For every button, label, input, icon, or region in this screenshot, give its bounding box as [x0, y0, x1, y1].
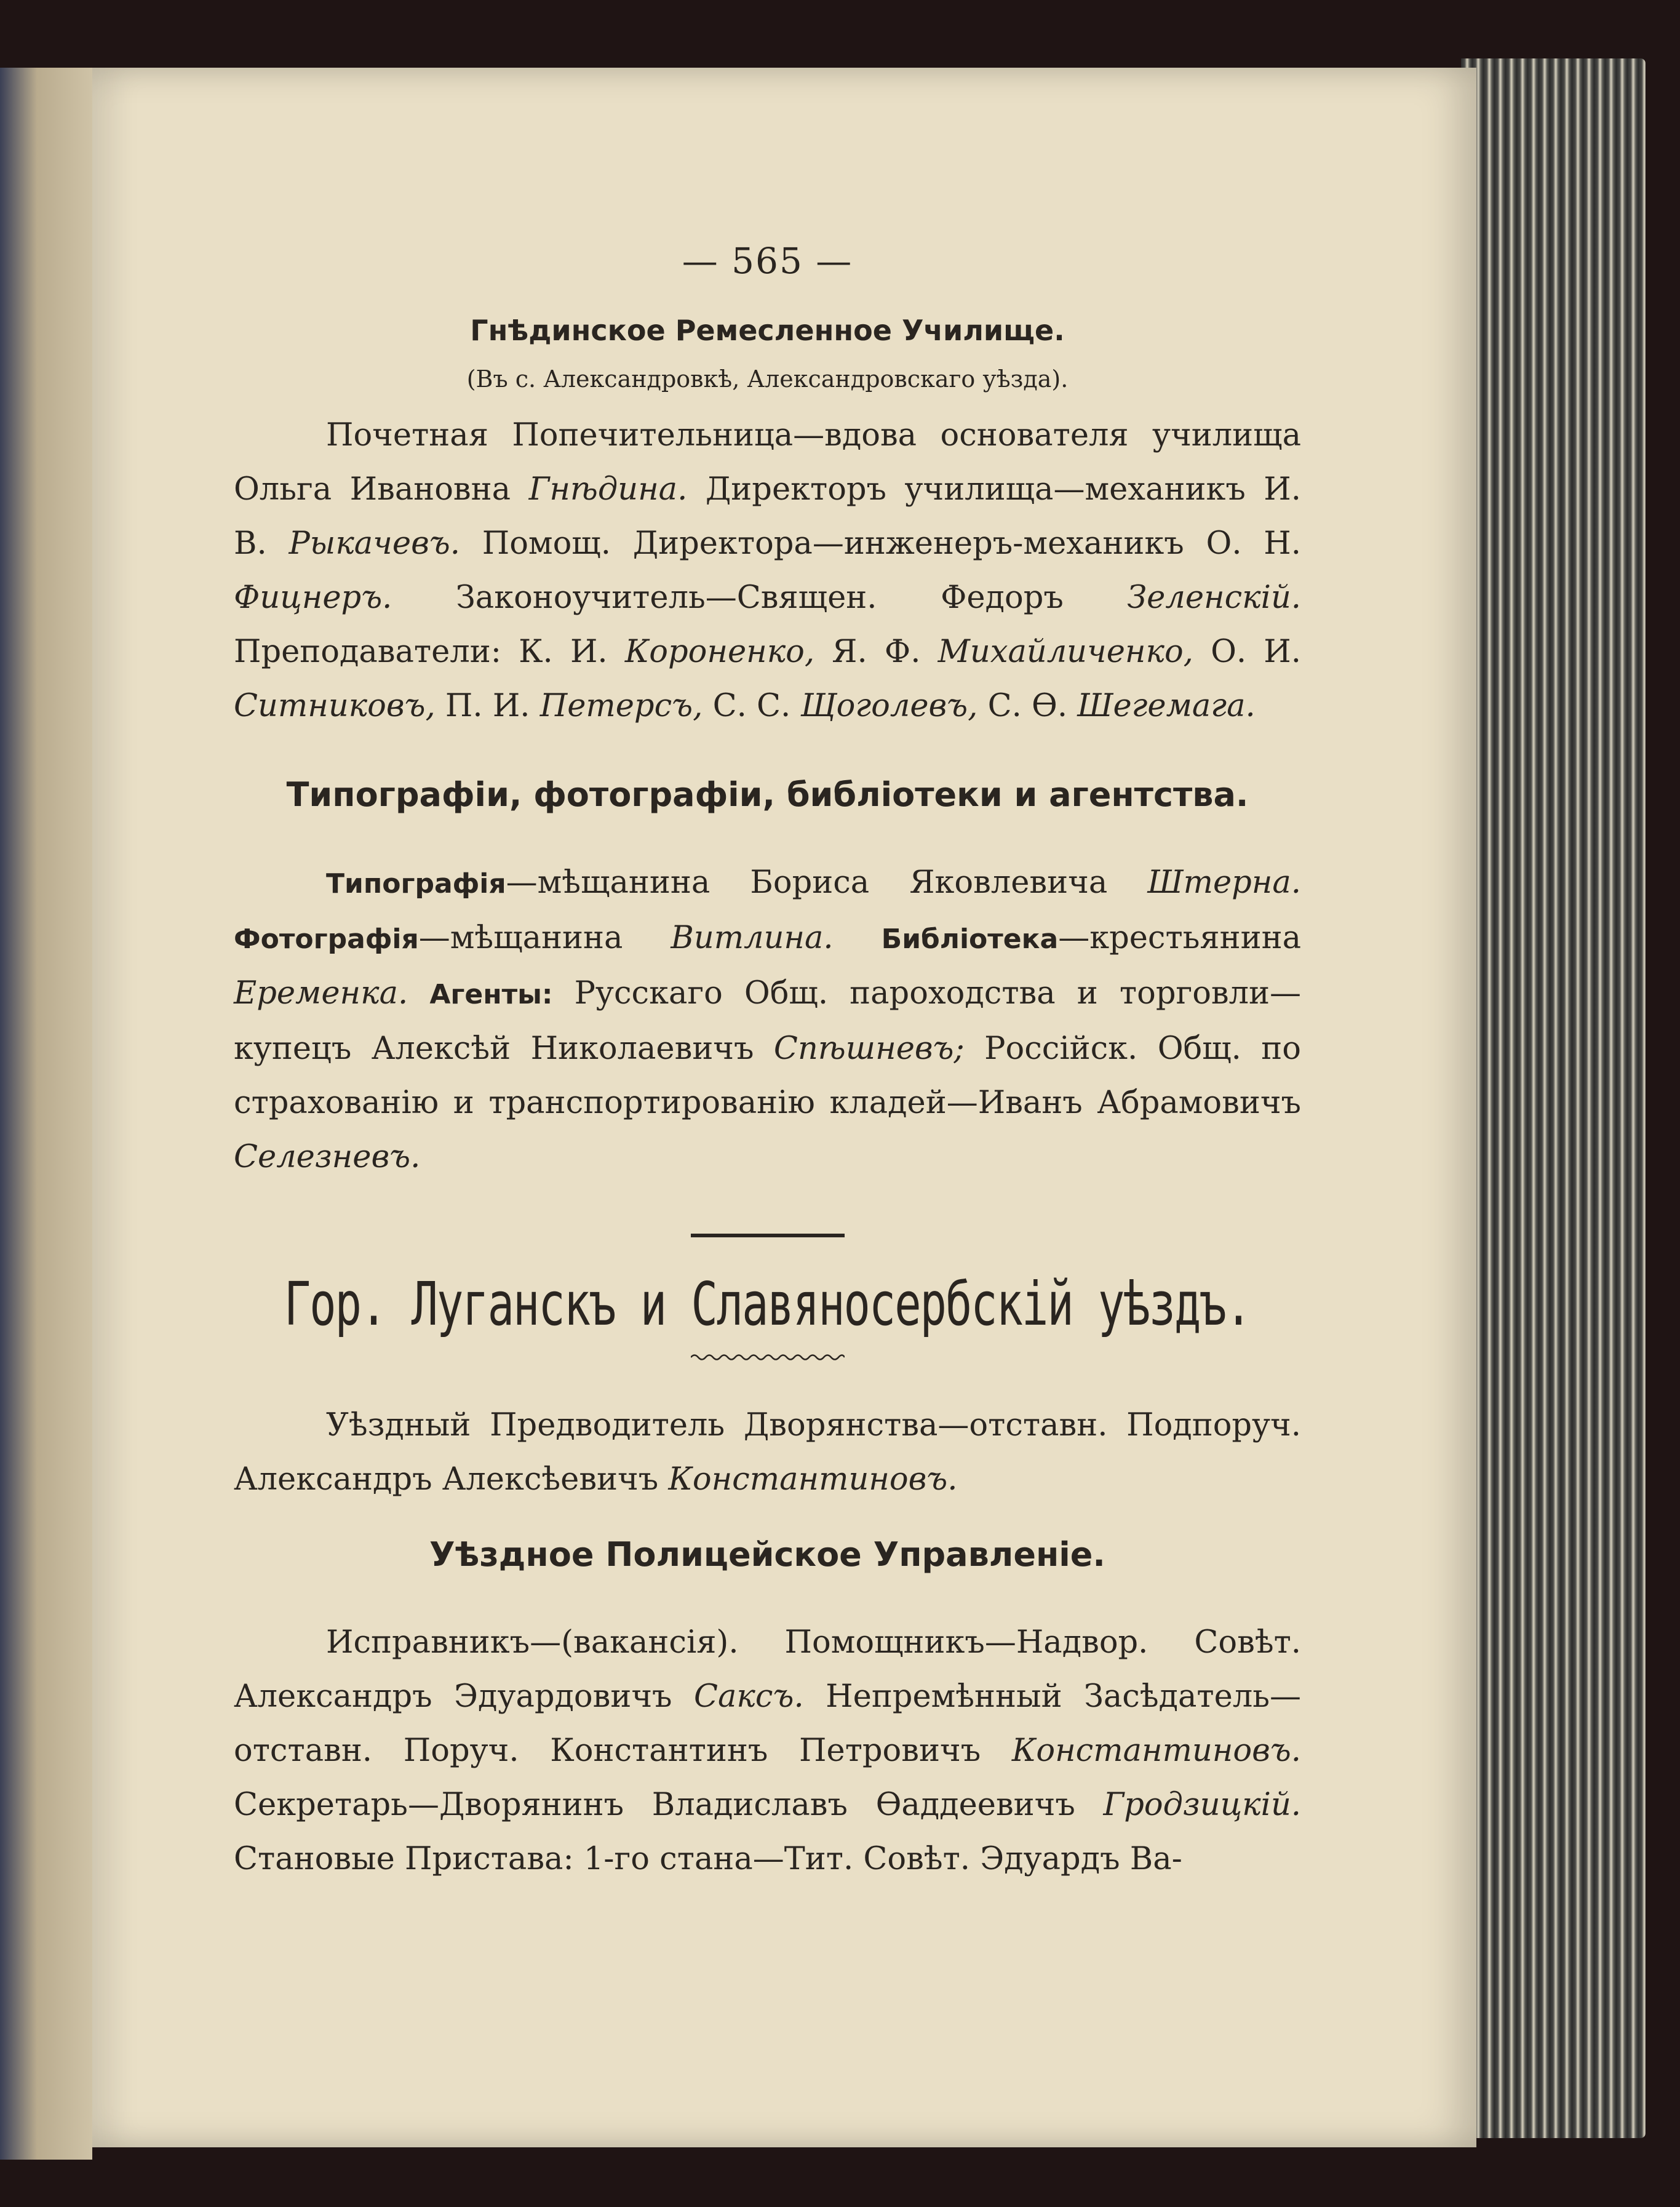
section-title-printing: Типографіи, фотографіи, библіотеки и агентства.	[286, 775, 1249, 814]
text-run: Помощ. Директора—инженеръ-механикъ О. Н.	[460, 525, 1301, 562]
text-run: —мѣщанина	[418, 920, 671, 956]
italic-name: Еременка.	[234, 975, 408, 1012]
section-title-police: Уѣздное Полицейское Управленіе.	[429, 1535, 1105, 1574]
italic-name: Михайличенко,	[938, 634, 1193, 670]
text-run: Русскаго Общ. пароходства и торговли—купецъ Алексѣй Николаевичъ	[234, 975, 1301, 1067]
italic-name: Константиновъ.	[668, 1461, 958, 1498]
page-number: — 565 —	[682, 240, 853, 282]
paragraph-police	[234, 1616, 1301, 1886]
bold-label: Агенты:	[429, 979, 553, 1010]
left-margin	[0, 68, 92, 2160]
italic-name: Селезневъ.	[234, 1139, 421, 1175]
text-run: Почетная Попечительница—вдова основателя училища Ольга Ивановна	[234, 417, 1301, 508]
chapter-title-lugansk: Гор. Луганскъ и Славяносербскій уѣздъ.	[284, 1269, 1251, 1339]
text-run: О. И.	[1193, 634, 1301, 670]
text-run: Секретарь—Дворянинъ Владиславъ Ѳаддеевичъ	[234, 1787, 1104, 1823]
text-run: Законоучитель—Священ. Федоръ	[392, 580, 1128, 616]
bold-label: Типографія	[326, 868, 506, 900]
text-run: С. С.	[703, 688, 801, 724]
italic-name: Константиновъ.	[1011, 1733, 1301, 1769]
text-run: Становые Пристава: 1-го стана—Тит. Совѣт. Эдуардъ Ва-	[234, 1841, 1182, 1877]
text-run: Непремѣнный Засѣдатель—отставн. Поруч. Константинъ Петровичъ	[234, 1678, 1301, 1769]
paragraph-printing	[234, 856, 1301, 1184]
italic-name: Гродзицкій.	[1103, 1787, 1301, 1823]
section-divider-rule	[691, 1234, 845, 1237]
italic-name: Щоголевъ,	[800, 688, 978, 724]
book-page-edges	[1461, 58, 1646, 2138]
text-run: П. И.	[435, 688, 540, 724]
italic-name: Ситниковъ,	[234, 688, 436, 724]
text-run	[408, 975, 429, 1012]
italic-name: Витлина.	[671, 920, 834, 956]
wavy-ornament-divider	[691, 1352, 845, 1363]
section-subtitle-location: (Въ с. Александровкѣ, Александровскаго уѣзда).	[466, 365, 1069, 393]
paragraph-marshal-of-nobility	[234, 1399, 1301, 1507]
text-run: Россійск. Общ. по страхованію и транспортированію кладей—Иванъ Абрамовичъ	[234, 1031, 1301, 1121]
text-run: Директоръ училища—механикъ И. В.	[234, 471, 1301, 562]
text-run: Я. Ф.	[814, 634, 938, 670]
bold-label: Фотографія	[234, 924, 419, 955]
italic-name: Спѣшневъ;	[773, 1031, 965, 1067]
text-run: С. Ѳ.	[977, 688, 1078, 724]
text-run: —крестьянина	[1058, 920, 1301, 956]
italic-name: Зеленскій.	[1127, 580, 1301, 616]
paragraph-gnedin-school	[234, 409, 1301, 733]
italic-name: Гнѣдина.	[528, 471, 688, 508]
text-run: Преподаватели: К. И.	[234, 634, 625, 670]
section-title-gnedin-school: Гнѣдинское Ремесленное Училище.	[470, 314, 1065, 347]
page-content	[234, 240, 1301, 1886]
text-run	[834, 920, 882, 956]
bold-label: Библіотека	[881, 924, 1059, 955]
italic-name: Фицнеръ.	[234, 580, 392, 616]
italic-name: Рыкачевъ.	[289, 525, 460, 562]
italic-name: Саксъ.	[694, 1678, 804, 1715]
text-run: —мѣщанина Бориса Яковлевича	[506, 864, 1148, 901]
italic-name: Штерна.	[1147, 864, 1301, 901]
italic-name: Петерсъ,	[539, 688, 703, 724]
italic-name: Шегемага.	[1077, 688, 1256, 724]
book-page	[92, 68, 1476, 2147]
italic-name: Короненко,	[624, 634, 815, 670]
text-run: Уѣздный Предводитель Дворянства—отставн. Подпоруч. Александръ Алексѣевичъ	[234, 1407, 1301, 1498]
text-run: Исправникъ—(вакансія). Помощникъ—Надвор. Совѣт. Александръ Эдуардовичъ	[234, 1624, 1301, 1715]
